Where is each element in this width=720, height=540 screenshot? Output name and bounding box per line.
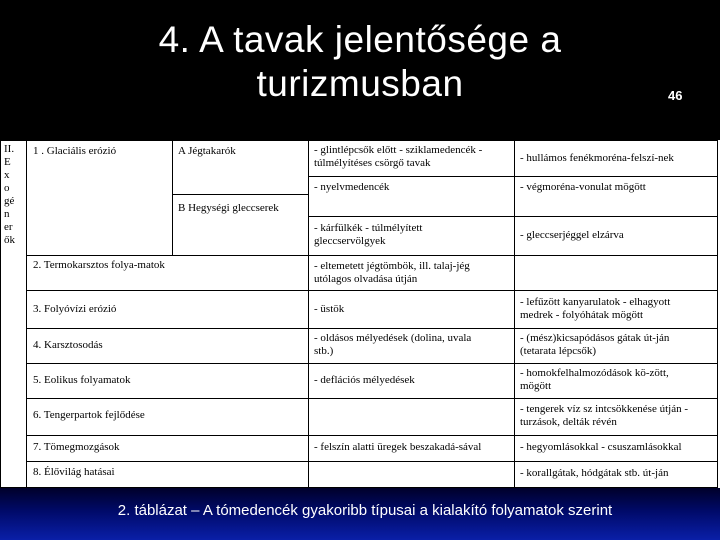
- dam-type-cell: - korallgátak, hódgátak stb. út-ján: [520, 467, 669, 479]
- row-line-7: [26, 363, 718, 364]
- table-border-bottom: [0, 487, 718, 488]
- table-caption: 2. táblázat – A tómedencék gyakoribb típusai a kialakító folyamatok szerint: [117, 502, 613, 519]
- process-glacial: 1 . Glaciális erózió: [33, 145, 117, 157]
- row-line-2: [172, 194, 308, 195]
- process-fluvial: 3. Folyóvízi erózió: [33, 303, 117, 315]
- process-glacial-a: A Jégtakarók: [178, 145, 236, 157]
- lake-type-cell: - glintlépcsők előtt - sziklamedencék - túlmélyítéses csörgő tavak: [314, 144, 483, 169]
- glacial-subtype-divider: [172, 140, 173, 255]
- row-line-5: [26, 290, 718, 291]
- lake-type-cell: - nyelvmedencék: [314, 181, 390, 193]
- dam-type-cell: - gleccserjéggel elzárva: [520, 229, 624, 241]
- lake-type-cell: - eltemetett jégtömbök, ill. talaj-jég utólagos olvadása útján: [314, 260, 470, 285]
- dam-type-cell: - lefűzött kanyarulatok - elhagyott medrek - folyóhátak mögött: [520, 296, 671, 321]
- table-border-top: [0, 140, 718, 141]
- process-mass-movement: 7. Tömegmozgások: [33, 441, 120, 453]
- dam-type-cell: - homokfelhalmozódások kö-zött, mögött: [520, 367, 669, 392]
- lake-type-cell: - deflációs mélyedések: [314, 374, 415, 386]
- lake-type-cell: - felszín alatti üregek beszakadá-sával: [314, 441, 482, 453]
- lake-type-cell: - oldásos mélyedések (dolina, uvala stb.): [314, 332, 472, 357]
- page-number: 46: [668, 88, 683, 103]
- row-line-8: [26, 398, 718, 399]
- dam-type-cell: - tengerek víz sz intcsökkenése útján - turzások, delták révén: [520, 403, 688, 428]
- row-line-1: [308, 176, 718, 177]
- title-line-2: turizmusban: [256, 63, 464, 104]
- process-glacial-b: B Hegységi gleccserek: [178, 202, 279, 214]
- row-line-10: [26, 461, 718, 462]
- process-eolian: 5. Eolikus folyamatok: [33, 374, 131, 386]
- row-line-6: [26, 328, 718, 329]
- process-thermokarst: 2. Termokarsztos folya-matok: [33, 259, 165, 271]
- row-line-4: [26, 255, 718, 256]
- lake-basin-table: [0, 140, 720, 488]
- side-category-label: II. E x o gé n er ők: [4, 143, 15, 246]
- process-karst: 4. Karsztosodás: [33, 339, 103, 351]
- dam-type-cell: - végmoréna-vonulat mögött: [520, 181, 646, 193]
- title-line-1: 4. A tavak jelentősége a: [158, 19, 562, 60]
- row-line-3: [308, 216, 718, 217]
- table-border-left: [0, 140, 1, 488]
- process-biological: 8. Élővilág hatásai: [33, 466, 115, 478]
- process-coastal: 6. Tengerpartok fejlődése: [33, 409, 145, 421]
- lake-type-cell: - üstök: [314, 303, 345, 315]
- dam-type-cell: - hullámos fenékmoréna-felszí-nek: [520, 152, 674, 164]
- dam-type-cell: - hegyomlásokkal - csuszamlásokkal: [520, 441, 682, 453]
- dam-type-cell: - (mész)kicsapódásos gátak út-ján (tetarata lépcsők): [520, 332, 670, 357]
- page-title: [100, 18, 620, 106]
- row-line-9: [26, 435, 718, 436]
- lake-type-cell: - kárfülkék - túlmélyített gleccservölgyek: [314, 222, 423, 247]
